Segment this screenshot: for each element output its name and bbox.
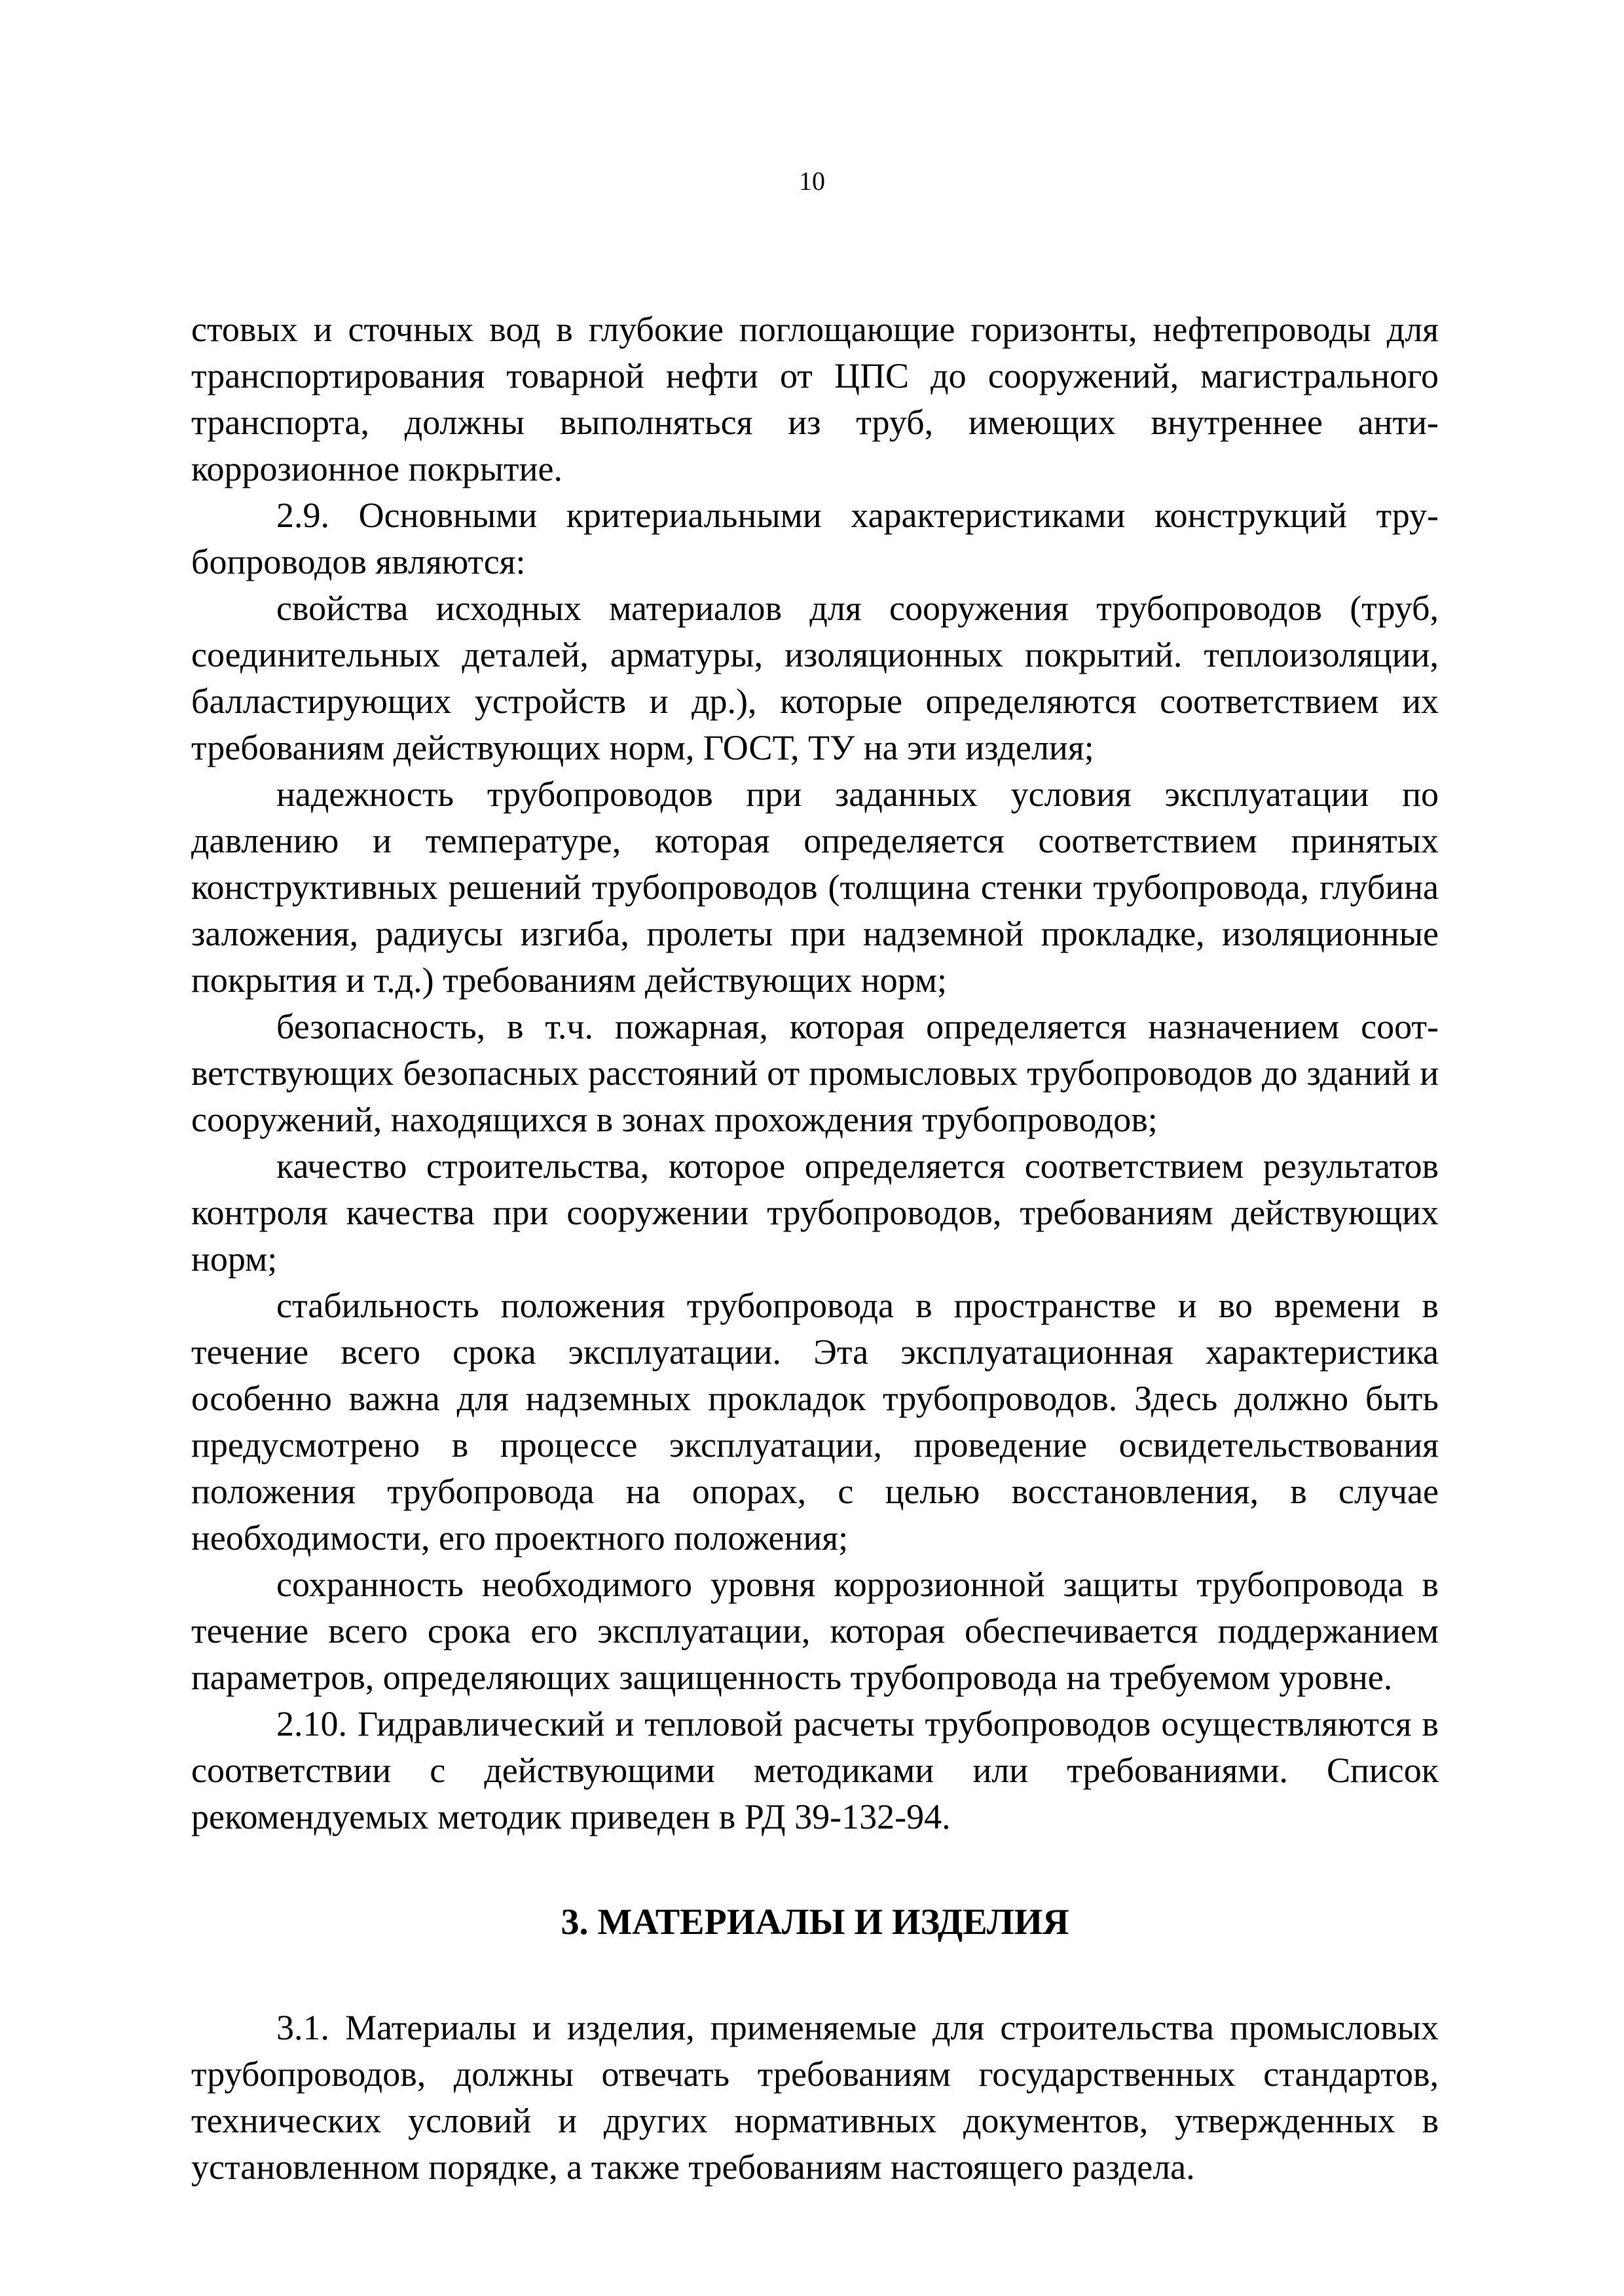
list-item-materials: свойства исходных материалов для сооружения трубопроводов (труб, соединительных деталей, арматуры, изоляционных покрытий. теплоизоляции, балластирующих устройств и др.), которые определяются соответствием их требованиям действующих норм, ГОСТ, ТУ на эти изделия; — [191, 589, 1439, 767]
page-number: 10 — [799, 166, 825, 196]
list-item-corrosion: сохранность необходимого уровня коррозионной защиты трубопровода в течение всего срока его эксплуатации, которая обеспечивается поддержанием параметров, определяющих защищенность трубопровода на требуемом уровне. — [191, 1565, 1439, 1697]
paragraph-2-9: 2.9. Основными критериальными характеристиками конструкций трубопроводов являются: — [191, 496, 1439, 581]
body-text — [191, 306, 1439, 2191]
list-item-quality: качество строительства, которое определяется соответствием результатов контроля качества при сооружении трубопроводов, требованиям действующих норм; — [191, 1146, 1439, 1279]
paragraph-continuation: стовых и сточных вод в глубокие поглощающие горизонты, нефтепроводы для транспортирования товарной нефти от ЦПС до сооружений, магистрального транспорта, должны выполняться из труб, имеющих внутреннее антикоррозионное покрытие. — [191, 310, 1439, 488]
section-heading: 3. МАТЕРИАЛЫ И ИЗДЕЛИЯ — [561, 1902, 1069, 1942]
list-item-safety: безопасность, в т.ч. пожарная, которая определяется назначением соответствующих безопасных расстояний от промысловых трубопроводов до зданий и сооружений, находящихся в зонах прохождения трубопроводов; — [191, 1007, 1439, 1139]
paragraph-3-1: 3.1. Материалы и изделия, применяемые для строительства промысловых трубопроводов, должны отвечать требованиям государственных стандартов, технических условий и других нормативных документов, утвержденных в установленном порядке, а также требованиям настоящего раздела. — [191, 2008, 1439, 2187]
list-item-reliability: надежность трубопроводов при заданных условия эксплуатации по давлению и температуре, которая определяется соответствием принятых конструктивных решений трубопроводов (толщина стенки трубопровода, глубина заложения, радиусы изгиба, пролеты при надземной прокладке, изоляционные покрытия и т.д.) требованиям действующих норм; — [191, 774, 1439, 1000]
paragraph-2-10: 2.10. Гидравлический и тепловой расчеты трубопроводов осуществляются в соответствии с действующими методиками или требованиями. Список рекомендуемых методик приведен в РД 39-132-94. — [191, 1704, 1439, 1836]
list-item-stability: стабильность положения трубопровода в пространстве и во времени в течение всего срока эксплуатации. Эта эксплуатационная характеристика особенно важна для надземных прокладок трубопроводов. Здесь должно быть предусмотрено в процессе эксплуатации, проведение освидетельствования положения трубопровода на опорах, с целью восстановления, в случае необходимости, его проектного положения; — [191, 1286, 1439, 1558]
